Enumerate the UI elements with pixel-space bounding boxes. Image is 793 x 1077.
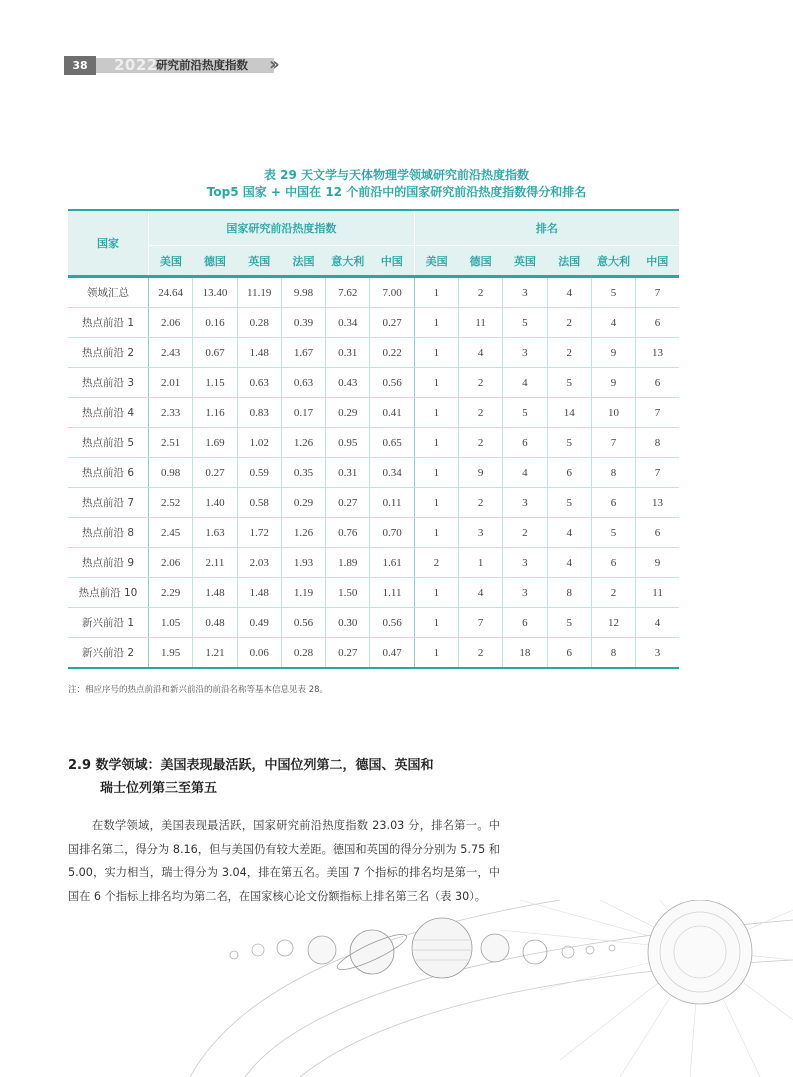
small-planet-icon [586, 946, 594, 954]
rank-cell: 2 [458, 488, 502, 518]
rank-country-header: 德国 [458, 246, 502, 277]
row-label: 热点前沿 1 [68, 308, 149, 338]
score-cell: 1.40 [193, 488, 237, 518]
rank-cell: 2 [503, 518, 547, 548]
score-cell: 0.43 [326, 368, 370, 398]
score-cell: 0.35 [281, 458, 325, 488]
rank-cell: 6 [636, 368, 679, 398]
score-cell: 0.49 [237, 608, 281, 638]
rank-cell: 7 [636, 398, 679, 428]
mars-icon [308, 936, 336, 964]
rank-cell: 7 [458, 608, 502, 638]
score-cell: 0.27 [326, 638, 370, 669]
score-cell: 0.59 [237, 458, 281, 488]
sun-rays [500, 900, 793, 1077]
score-cell: 1.11 [370, 578, 414, 608]
saturn-icon [412, 918, 472, 978]
rank-cell: 4 [503, 368, 547, 398]
rank-country-header: 美国 [414, 246, 458, 277]
table-row [68, 428, 679, 458]
rank-cell: 7 [591, 428, 635, 458]
score-cell: 0.56 [370, 608, 414, 638]
rank-cell: 8 [591, 458, 635, 488]
score-cell: 1.48 [237, 338, 281, 368]
score-cell: 2.06 [149, 548, 193, 578]
score-cell: 0.63 [281, 368, 325, 398]
rank-cell: 10 [591, 398, 635, 428]
score-country-header: 法国 [281, 246, 325, 277]
sun-icon [648, 900, 752, 1004]
country-column-header: 国家 [68, 210, 149, 277]
score-cell: 1.16 [193, 398, 237, 428]
score-cell: 0.39 [281, 308, 325, 338]
rank-cell: 18 [503, 638, 547, 669]
rank-cell: 5 [547, 368, 591, 398]
score-country-header: 美国 [149, 246, 193, 277]
score-cell: 1.19 [281, 578, 325, 608]
rank-cell: 8 [636, 428, 679, 458]
rank-cell: 2 [547, 308, 591, 338]
rank-cell: 7 [636, 277, 679, 308]
table-row [68, 578, 679, 608]
rank-cell: 6 [636, 308, 679, 338]
rank-cell: 5 [503, 398, 547, 428]
rank-cell: 1 [414, 398, 458, 428]
score-cell: 0.48 [193, 608, 237, 638]
table-row [68, 458, 679, 488]
rank-cell: 4 [591, 308, 635, 338]
rank-cell: 4 [458, 338, 502, 368]
rank-cell: 11 [458, 308, 502, 338]
table-row [68, 368, 679, 398]
score-country-header: 意大利 [326, 246, 370, 277]
score-cell: 9.98 [281, 277, 325, 308]
rank-cell: 9 [591, 338, 635, 368]
score-cell: 1.67 [281, 338, 325, 368]
header-title: 研究前沿热度指数 [156, 58, 248, 72]
small-planet-icon [609, 945, 615, 951]
rank-cell: 9 [636, 548, 679, 578]
score-cell: 0.16 [193, 308, 237, 338]
rank-cell: 1 [414, 428, 458, 458]
score-cell: 0.27 [326, 488, 370, 518]
score-cell: 0.30 [326, 608, 370, 638]
rank-cell: 5 [591, 277, 635, 308]
score-cell: 1.72 [237, 518, 281, 548]
table-note: 注：相应序号的热点前沿和新兴前沿的前沿名称等基本信息见表 28。 [68, 685, 329, 695]
rank-cell: 2 [414, 548, 458, 578]
planets-illustration [0, 900, 793, 1077]
score-cell: 0.22 [370, 338, 414, 368]
row-label: 领域汇总 [68, 277, 149, 308]
header-year: 2022 [114, 56, 158, 74]
score-cell: 2.01 [149, 368, 193, 398]
score-cell: 0.83 [237, 398, 281, 428]
score-cell: 0.34 [326, 308, 370, 338]
table-caption-title: 表 29 天文学与天体物理学领域研究前沿热度指数 [263, 168, 530, 182]
rank-cell: 4 [547, 548, 591, 578]
score-cell: 0.11 [370, 488, 414, 518]
rank-country-header: 英国 [503, 246, 547, 277]
score-cell: 0.06 [237, 638, 281, 669]
jupiter-icon [350, 930, 394, 974]
score-cell: 1.05 [149, 608, 193, 638]
score-cell: 0.27 [193, 458, 237, 488]
score-cell: 2.33 [149, 398, 193, 428]
rank-cell: 6 [591, 548, 635, 578]
score-country-header: 英国 [237, 246, 281, 277]
score-cell: 1.93 [281, 548, 325, 578]
score-cell: 0.58 [237, 488, 281, 518]
rank-cell: 5 [503, 308, 547, 338]
score-cell: 0.17 [281, 398, 325, 428]
score-cell: 0.76 [326, 518, 370, 548]
row-label: 热点前沿 3 [68, 368, 149, 398]
rank-cell: 14 [547, 398, 591, 428]
score-cell: 2.43 [149, 338, 193, 368]
score-cell: 1.15 [193, 368, 237, 398]
rank-cell: 2 [547, 338, 591, 368]
rank-cell: 9 [458, 458, 502, 488]
rank-cell: 6 [503, 608, 547, 638]
section-title-line1: 2.9 数学领域：美国表现最活跃，中国位列第二，德国、英国和 [68, 758, 434, 773]
score-cell: 1.69 [193, 428, 237, 458]
rank-cell: 3 [636, 638, 679, 669]
rank-cell: 4 [547, 277, 591, 308]
rank-cell: 13 [636, 338, 679, 368]
score-cell: 0.70 [370, 518, 414, 548]
row-label: 热点前沿 10 [68, 578, 149, 608]
rank-group-header: 排名 [414, 210, 679, 246]
score-cell: 0.34 [370, 458, 414, 488]
score-cell: 2.03 [237, 548, 281, 578]
row-label: 新兴前沿 1 [68, 608, 149, 638]
row-label: 热点前沿 5 [68, 428, 149, 458]
score-cell: 0.56 [281, 608, 325, 638]
rank-cell: 1 [414, 277, 458, 308]
score-cell: 0.63 [237, 368, 281, 398]
rank-cell: 3 [503, 277, 547, 308]
rank-cell: 6 [547, 638, 591, 669]
rank-cell: 6 [547, 458, 591, 488]
row-label: 热点前沿 9 [68, 548, 149, 578]
score-cell: 2.52 [149, 488, 193, 518]
rank-cell: 2 [458, 398, 502, 428]
score-cell: 7.00 [370, 277, 414, 308]
score-cell: 1.26 [281, 518, 325, 548]
section-title-line2: 瑞士位列第三至第五 [100, 781, 218, 796]
table-row [68, 398, 679, 428]
score-cell: 2.29 [149, 578, 193, 608]
rank-cell: 12 [591, 608, 635, 638]
rank-cell: 1 [414, 608, 458, 638]
rank-cell: 4 [503, 458, 547, 488]
score-cell: 2.11 [193, 548, 237, 578]
rank-cell: 13 [636, 488, 679, 518]
score-cell: 0.98 [149, 458, 193, 488]
score-cell: 1.48 [193, 578, 237, 608]
double-chevron-right-icon: ›› [269, 54, 276, 75]
score-cell: 0.65 [370, 428, 414, 458]
table-row [68, 638, 679, 669]
rank-cell: 3 [503, 548, 547, 578]
rank-cell: 1 [414, 518, 458, 548]
score-cell: 1.50 [326, 578, 370, 608]
rank-cell: 2 [458, 368, 502, 398]
score-cell: 24.64 [149, 277, 193, 308]
score-cell: 1.48 [237, 578, 281, 608]
score-cell: 0.67 [193, 338, 237, 368]
score-cell: 0.28 [281, 638, 325, 669]
row-label: 热点前沿 2 [68, 338, 149, 368]
rank-cell: 4 [547, 518, 591, 548]
score-cell: 0.56 [370, 368, 414, 398]
rank-cell: 2 [458, 638, 502, 669]
rank-cell: 6 [591, 488, 635, 518]
rank-cell: 3 [503, 488, 547, 518]
score-cell: 2.51 [149, 428, 193, 458]
table-row [68, 548, 679, 578]
rank-cell: 2 [458, 277, 502, 308]
rank-cell: 9 [591, 368, 635, 398]
score-cell: 13.40 [193, 277, 237, 308]
earth-icon [277, 940, 293, 956]
score-cell: 1.02 [237, 428, 281, 458]
score-cell: 11.19 [237, 277, 281, 308]
score-cell: 1.61 [370, 548, 414, 578]
table-row [68, 277, 679, 308]
rank-cell: 1 [414, 338, 458, 368]
rank-cell: 6 [636, 518, 679, 548]
orbit-arc [190, 900, 560, 1077]
score-cell: 0.29 [281, 488, 325, 518]
score-cell: 0.41 [370, 398, 414, 428]
rank-cell: 3 [503, 578, 547, 608]
score-cell: 1.95 [149, 638, 193, 669]
score-cell: 2.06 [149, 308, 193, 338]
rank-cell: 3 [503, 338, 547, 368]
row-label: 热点前沿 8 [68, 518, 149, 548]
rank-cell: 5 [547, 428, 591, 458]
row-label: 热点前沿 6 [68, 458, 149, 488]
rank-country-header: 意大利 [591, 246, 635, 277]
score-cell: 1.21 [193, 638, 237, 669]
rank-cell: 8 [591, 638, 635, 669]
score-cell: 1.63 [193, 518, 237, 548]
score-country-header: 中国 [370, 246, 414, 277]
rank-cell: 2 [458, 428, 502, 458]
rank-cell: 6 [503, 428, 547, 458]
score-group-header: 国家研究前沿热度指数 [149, 210, 415, 246]
table-caption-subtitle: Top5 国家 + 中国在 12 个前沿中的国家研究前沿热度指数得分和排名 [206, 185, 587, 199]
table-row [68, 308, 679, 338]
row-label: 新兴前沿 2 [68, 638, 149, 669]
table-row [68, 608, 679, 638]
table-row [68, 338, 679, 368]
rank-cell: 1 [414, 368, 458, 398]
venus-icon [252, 944, 264, 956]
row-label: 热点前沿 7 [68, 488, 149, 518]
score-cell: 0.31 [326, 338, 370, 368]
table-row [68, 488, 679, 518]
score-cell: 0.28 [237, 308, 281, 338]
rank-cell: 5 [547, 488, 591, 518]
score-cell: 1.26 [281, 428, 325, 458]
table-row [68, 518, 679, 548]
rank-cell: 1 [414, 488, 458, 518]
score-cell: 0.29 [326, 398, 370, 428]
uranus-icon [481, 934, 509, 962]
rank-cell: 4 [636, 608, 679, 638]
rank-cell: 3 [458, 518, 502, 548]
section-heading [68, 754, 508, 800]
page-header [64, 56, 294, 76]
score-cell: 0.27 [370, 308, 414, 338]
section-paragraph: 在数学领域，美国表现最活跃，国家研究前沿热度指数 23.03 分，排名第一。中国排名第二，得分为 8.16，但与美国仍有较大差距。德国和英国的得分分别为 5.75 和 5.00，实力相当，瑞士得分为 3.04，排在第五名。美国 7 个指标的排名均是第一，中国在 6 个指标上排名均为第二名，在国家核心论文份额指标上排名第三名（表 30）。 [68, 819, 500, 903]
rank-cell: 11 [636, 578, 679, 608]
rank-cell: 7 [636, 458, 679, 488]
score-cell: 0.31 [326, 458, 370, 488]
rank-cell: 5 [591, 518, 635, 548]
score-cell: 1.89 [326, 548, 370, 578]
rank-cell: 8 [547, 578, 591, 608]
score-cell: 2.45 [149, 518, 193, 548]
page-number: 38 [64, 56, 96, 75]
score-cell: 7.62 [326, 277, 370, 308]
rank-cell: 4 [458, 578, 502, 608]
score-cell: 0.47 [370, 638, 414, 669]
rank-country-header: 法国 [547, 246, 591, 277]
row-label: 热点前沿 4 [68, 398, 149, 428]
hotness-index-table [68, 209, 679, 669]
score-cell: 0.95 [326, 428, 370, 458]
rank-cell: 1 [414, 458, 458, 488]
rank-cell: 2 [591, 578, 635, 608]
rank-cell: 1 [414, 578, 458, 608]
rank-cell: 1 [414, 638, 458, 669]
mercury-icon [230, 951, 238, 959]
score-country-header: 德国 [193, 246, 237, 277]
rank-cell: 1 [414, 308, 458, 338]
rank-cell: 5 [547, 608, 591, 638]
rank-country-header: 中国 [636, 246, 679, 277]
rank-cell: 1 [458, 548, 502, 578]
